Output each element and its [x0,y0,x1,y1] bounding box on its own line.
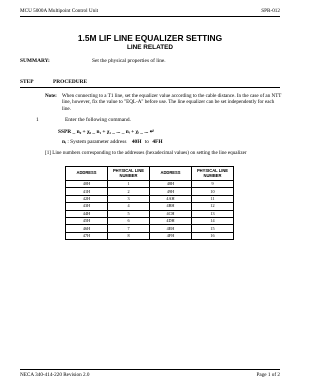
header-section-code: SPR-012 [261,8,280,14]
note-label: Note: [45,93,57,99]
table-header-cell: ADDRESS [66,167,108,181]
address-range-end: 4FH [152,139,163,145]
table-cell: 2 [108,188,150,195]
procedure-column-label: PROCEDURE [53,79,88,85]
address-range-start: 40H [131,139,142,145]
table-cell: 46H [66,225,108,232]
table-row [66,203,234,210]
table-cell: 45H [66,217,108,224]
table-row [66,217,234,224]
table-cell: 4AH [150,195,192,202]
table-cell: 43H [66,203,108,210]
table-cell: 4 [108,203,150,210]
page-footer [20,369,280,379]
table-cell: 42H [66,195,108,202]
table-cell: 14 [192,217,234,224]
step-column-label: STEP [20,79,34,85]
table-row [66,181,234,188]
table-header-cell: PHYSICAL LINE NUMBER [192,167,234,181]
summary-text: Set the physical properties of line. [92,58,166,64]
table-cell: 15 [192,225,234,232]
table-cell: 4CH [150,210,192,217]
parameter-description [62,139,163,145]
table-header-row [66,167,234,181]
table-cell: 3 [108,195,150,202]
table-row [66,225,234,232]
table-cell: 12 [192,203,234,210]
footer-document-id: NECA 340-414-220 Revision 2.0 [20,372,90,378]
summary [20,58,280,64]
table-cell: 49H [150,188,192,195]
table-cell: 6 [108,217,150,224]
table-row [66,210,234,217]
table-caption: [1] Line numbers corresponding to the addresses (hexadecimal values) on setting the line equalizer [45,150,247,156]
table-cell: 5 [108,210,150,217]
page-subtitle: LINE RELATED [126,44,174,51]
summary-label: SUMMARY: [20,58,50,64]
page-title: 1.5M LIF LINE EQUALIZER SETTING [77,33,223,43]
page-header [20,7,280,17]
command-syntax: SSPR _ n₀ + χ₀ _ n₁ + χ₁ _ ... _ nᵢ + χᵢ _ ... ↵ [58,129,155,135]
table-cell: 10 [192,188,234,195]
table-cell: 4BH [150,203,192,210]
step-number: 1 [36,117,39,123]
table-row [66,232,234,239]
table-header-cell: PHYSICAL LINE NUMBER [108,167,150,181]
table-cell: 13 [192,210,234,217]
table-cell: 4FH [150,232,192,239]
header-manual-title: MCU 5000A Multipoint Control Unit [20,8,99,14]
table-row [66,188,234,195]
table-cell: 1 [108,181,150,188]
parameter-symbol: nᵢ [62,139,66,145]
table-cell: 9 [192,181,234,188]
parameter-label: : System parameter address [67,139,127,145]
footer-page-number: Page 1 of 2 [256,372,280,378]
address-range-separator: to [144,139,149,145]
note-text: When connecting to a T1 line, set the equalizer value according to the cable distance. In the case of an NTT line, however, fix the value to "EQL-A" before use. The line equalizer can be set independently for each line. [62,93,282,112]
table-cell: 48H [150,181,192,188]
table-cell: 11 [192,195,234,202]
step-text: Enter the following command. [65,117,131,123]
table-cell: 4EH [150,225,192,232]
table-cell: 40H [66,181,108,188]
table-cell: 16 [192,232,234,239]
table-cell: 41H [66,188,108,195]
table-cell: 8 [108,232,150,239]
table-header-cell: ADDRESS [150,167,192,181]
table-cell: 4DH [150,217,192,224]
table-cell: 47H [66,232,108,239]
table-cell: 44H [66,210,108,217]
address-line-table [65,166,234,240]
table-row [66,195,234,202]
table-cell: 7 [108,225,150,232]
step-procedure-header [20,78,280,88]
